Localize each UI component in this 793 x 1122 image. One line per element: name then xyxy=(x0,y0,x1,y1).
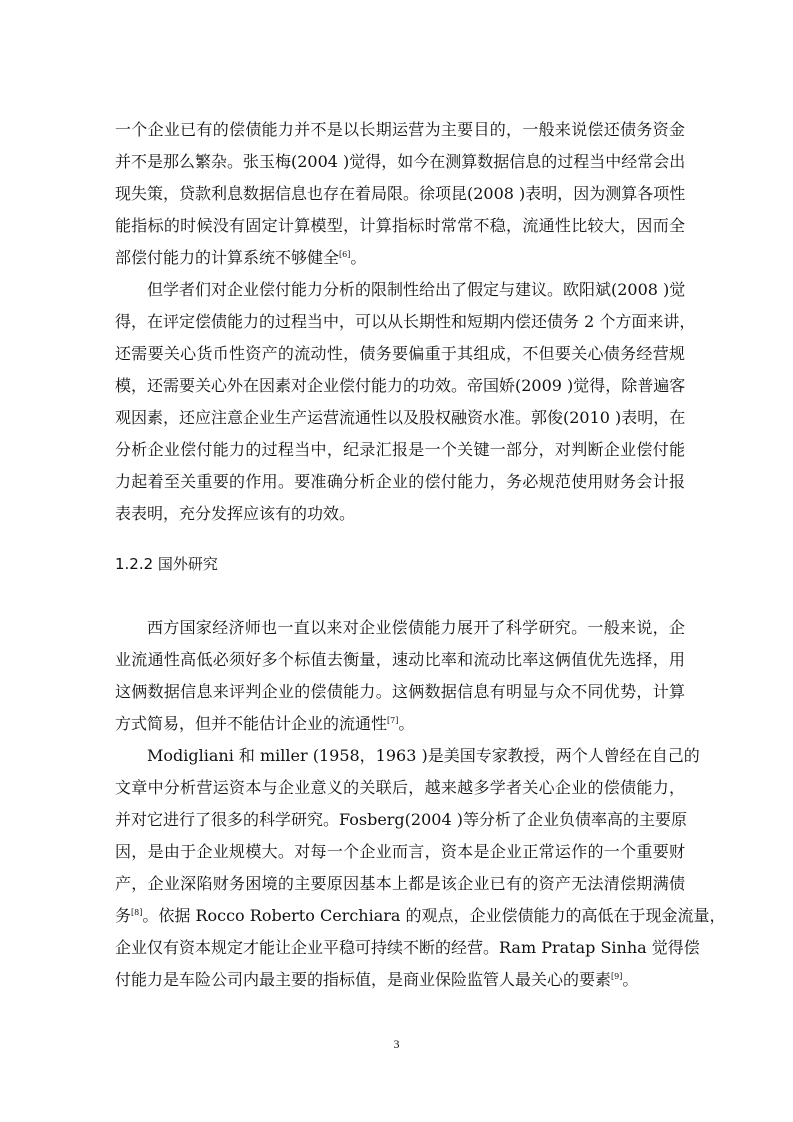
paragraph-3-text: 方式简易，但并不能估计企业的流通性 xyxy=(115,714,388,733)
paragraph-2-line-6: 分析企业偿付能力的过程当中，纪录汇报是一个关键一部分，对判断企业偿付能 xyxy=(115,440,685,459)
paragraph-2-line-1: 但学者们对企业偿付能力分析的限制性给出了假定与建议。欧阳斌(2008 )觉 xyxy=(147,280,686,299)
section-heading: 1.2.2 国外研究 xyxy=(115,555,218,573)
paragraph-1-line-4: 能指标的时候没有固定计算模型，计算指标时常常不稳，流通性比较大，因而全 xyxy=(115,216,685,235)
page-number: 3 xyxy=(393,1037,400,1051)
paragraph-4-line-6 xyxy=(115,906,726,926)
citation-8: [8] xyxy=(131,908,143,917)
citation-6: [6] xyxy=(339,250,351,259)
paragraph-2-line-7: 力起着至关重要的作用。要准确分析企业的偿付能力，务必规范使用财务会计报 xyxy=(115,472,685,491)
paragraph-2-line-8: 表表明，充分发挥应该有的功效。 xyxy=(115,504,356,523)
paragraph-4-line-4: 因，是由于企业规模大。对每一个企业而言，资本是企业正常运作的一个重要财 xyxy=(115,842,685,861)
paragraph-4-text: 务 xyxy=(115,906,132,925)
paragraph-3-end: 。 xyxy=(398,714,415,733)
paragraph-3-line-1: 西方国家经济师也一直以来对企业偿债能力展开了科学研究。一般来说，企 xyxy=(147,618,685,637)
paragraph-3-line-3: 这俩数据信息来评判企业的偿债能力。这俩数据信息有明显与众不同优势，计算 xyxy=(115,682,685,701)
paragraph-3-line-2: 业流通性高低必须好多个标值去衡量，速动比率和流动比率这俩值优先选择，用 xyxy=(115,650,685,669)
paragraph-4-line-5: 产，企业深陷财务困境的主要原因基本上都是该企业已有的资产无法清偿期满债 xyxy=(115,874,685,893)
paragraph-2-line-5: 观因素，还应注意企业生产运营流通性以及股权融资水准。郭俊(2010 )表明，在 xyxy=(115,408,686,427)
paragraph-3-line-4 xyxy=(115,714,685,734)
paragraph-1-line-2: 并不是那么繁杂。张玉梅(2004 )觉得，如今在测算数据信息的过程当中经常会出 xyxy=(115,152,686,171)
paragraph-4-text-end: 付能力是车险公司内最主要的指标值，是商业保险监管人最关心的要素 xyxy=(115,970,612,989)
paragraph-1-line-5 xyxy=(115,248,685,268)
paragraph-1-end: 。 xyxy=(350,248,367,267)
paragraph-1-line-3: 现失策，贷款利息数据信息也存在着局限。徐项昆(2008 )表明，因为测算各项性 xyxy=(115,184,686,203)
paragraph-4-text-rest: 。依据 Rocco Roberto Cerchiara 的观点，企业偿债能力的高低在于现金流量， xyxy=(142,906,726,925)
paragraph-2-line-2: 得，在评定偿债能力的过程当中，可以从长期性和短期内偿还债务 2 个方面来讲， xyxy=(115,312,696,331)
paragraph-4-line-8 xyxy=(115,970,685,990)
paragraph-1-text: 部偿付能力的计算系统不够健全 xyxy=(115,248,340,267)
paragraph-1-line-1: 一个企业已有的偿债能力并不是以长期运营为主要目的，一般来说偿还债务资金 xyxy=(115,120,685,139)
paragraph-4-line-7: 企业仅有资本规定才能让企业平稳可持续不断的经营。Ram Pratap Sinha 觉得偿 xyxy=(115,938,700,957)
citation-9: [9] xyxy=(611,972,623,981)
paragraph-4-line-3: 并对它进行了很多的科学研究。Fosberg(2004 )等分析了企业负债率高的主要原 xyxy=(115,810,687,829)
paragraph-2-line-3: 还需要关心货币性资产的流动性，债务要偏重于其组成，不但要关心债务经营规 xyxy=(115,344,685,363)
paragraph-2-line-4: 模，还需要关心外在因素对企业偿付能力的功效。帝国娇(2009 )觉得，除普遍客 xyxy=(115,376,686,395)
paragraph-4-line-2: 文章中分析营运资本与企业意义的关联后，越来越多学者关心企业的偿债能力， xyxy=(115,778,685,797)
paragraph-4-end: 。 xyxy=(622,970,639,989)
citation-7: [7] xyxy=(387,716,399,725)
paragraph-4-line-1: Modigliani 和 miller (1958，1963 )是美国专家教授，两个人曾经在自己的 xyxy=(147,746,700,765)
